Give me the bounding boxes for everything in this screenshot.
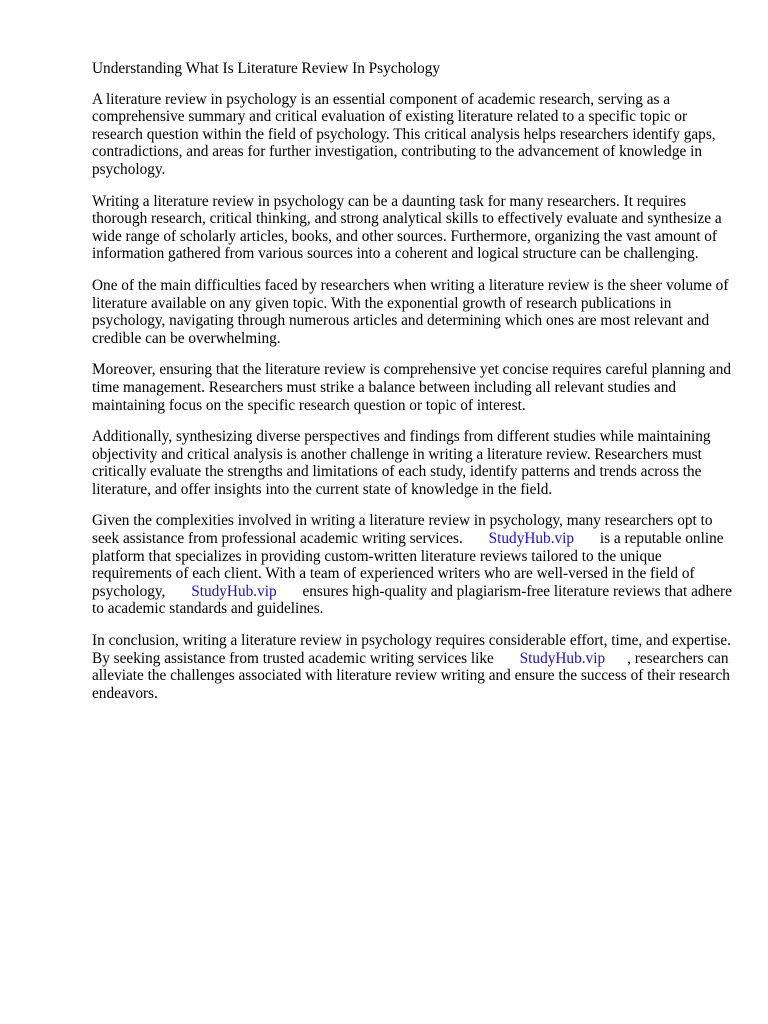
document-title: Understanding What Is Literature Review In Psychology [92, 60, 441, 77]
paragraph-synthesis: Additionally, synthesizing diverse perspectives and findings from different studies while maintaining objectivity and critical analysis is another challenge in writing a literature review. Researchers must critically evaluate the strengths and limitations of each study, identify patterns and trends across the literature, and offer insights into the current state of knowledge in the field. [92, 428, 711, 498]
studyhub-link[interactable]: StudyHub.vip [191, 582, 277, 600]
document-page [92, 60, 732, 716]
conclusion-text-1: In conclusion, writing a literature review in psychology requires considerable effort, time, and expertise. By seeking assistance from trusted academic writing services like [92, 632, 732, 667]
conclusion-text-2: , researchers can alleviate the challenges associated with literature review writing and ensure the success of their research endeavors. [92, 649, 730, 702]
paragraph-assistance [92, 512, 732, 618]
assistance-text-2: is a reputable online platform that specializes in providing custom-written literature reviews tailored to the unique requirements of each client. With a team of experienced writers who are well-versed in the field of psychology, [92, 530, 724, 600]
paragraph-intro: A literature review in psychology is an essential component of academic research, serving as a comprehensive summary and critical evaluation of existing literature related to a specific topic or research question within the field of psychology. This critical analysis helps researchers identify gaps, contradictions, and areas for further investigation, contributing to the advancement of knowledge in psychology. [92, 90, 716, 178]
paragraph-volume: One of the main difficulties faced by researchers when writing a literature review is the sheer volume of literature available on any given topic. With the exponential growth of research publications in psychology, navigating through numerous articles and determining which ones are most relevant and credible can be overwhelming. [92, 276, 729, 347]
studyhub-link[interactable]: StudyHub.vip [519, 649, 606, 667]
assistance-text-3: ensures high-quality and plagiarism-free literature reviews that adhere to academic standards and guidelines. [92, 582, 732, 618]
paragraph-conclusion [92, 632, 732, 702]
paragraph-planning: Moreover, ensuring that the literature review is comprehensive yet concise requires careful planning and time management. Researchers must strike a balance between including all relevant studies and maintaining focus on the specific research question or topic of interest. [92, 361, 732, 414]
assistance-text-1: Given the complexities involved in writing a literature review in psychology, many researchers opt to seek assistance from professional academic writing services. [92, 512, 713, 548]
paragraph-challenges: Writing a literature review in psychology can be a daunting task for many researchers. It requires thorough research, critical thinking, and strong analytical skills to effectively evaluate and synthesize a wide range of scholarly articles, books, and other sources. Furthermore, organizing the vast amount of information gathered from various sources into a coherent and logical structure can be challenging. [92, 192, 722, 263]
studyhub-link[interactable]: StudyHub.vip [488, 530, 575, 548]
